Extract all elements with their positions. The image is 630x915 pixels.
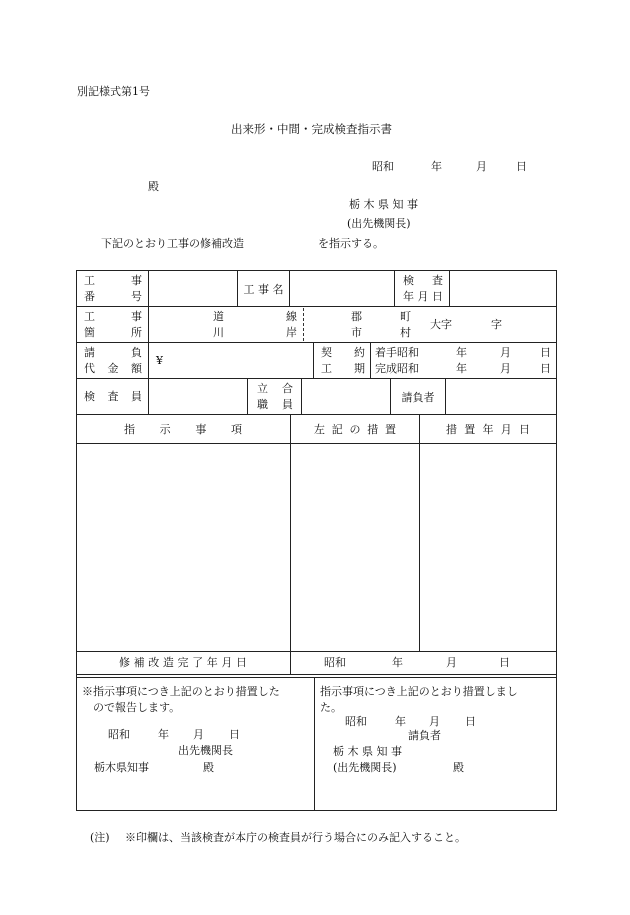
loc-village: 村 xyxy=(400,326,411,339)
ukeoi-daikin-label xyxy=(84,347,142,358)
document-title: 出来形・中間・完成検査指示書 xyxy=(231,122,392,136)
completion-year: 年 xyxy=(392,656,403,669)
col-rule xyxy=(314,677,315,810)
label-char: 額 xyxy=(131,362,142,375)
report-left-year: 年 xyxy=(158,728,169,741)
label-char: 改 xyxy=(148,656,160,669)
loc-aza: 字 xyxy=(491,318,502,331)
report-left-line1: ※指示事項につき上記のとおり措置した xyxy=(82,685,280,698)
koji-mei-label: 工 事 名 xyxy=(243,282,284,296)
intro-text: 下記のとおり工事の修補改造 xyxy=(101,237,244,250)
date-day: 日 xyxy=(516,160,527,173)
row-rule xyxy=(76,414,557,415)
label-char: 所 xyxy=(131,326,142,339)
label-char: 左 xyxy=(314,423,325,436)
form-number: 別記様式第1号 xyxy=(77,85,150,98)
report-right-day: 日 xyxy=(465,715,476,728)
tachiai-label xyxy=(257,383,293,394)
label-char: 月 xyxy=(221,656,233,669)
col-rule xyxy=(148,342,149,378)
label-char: 完 xyxy=(177,656,189,669)
label-char: 金 xyxy=(107,362,119,375)
note-text: ※印欄は、当該検査が本庁の検査員が行う場合にのみ記入すること。 xyxy=(125,831,466,844)
ukeoi-daikin-label xyxy=(84,363,142,374)
loc-town: 町 xyxy=(400,310,411,323)
label-char: 示 xyxy=(159,423,171,436)
col-header-shiji xyxy=(124,424,242,435)
start-day: 日 xyxy=(540,346,551,359)
row-rule xyxy=(76,677,557,678)
col-header-sochi-date xyxy=(446,424,530,435)
label-char: 指 xyxy=(124,423,135,436)
label-char: 負 xyxy=(131,346,142,359)
row-rule xyxy=(76,674,557,675)
label-char: 修 xyxy=(119,656,130,669)
label-char: 措 xyxy=(446,423,457,436)
sochi-entry-area[interactable] xyxy=(291,444,419,651)
report-left-line2: ので報告します。 xyxy=(93,701,181,714)
kensa-in-value[interactable] xyxy=(149,379,247,414)
report-right-month: 月 xyxy=(429,715,440,728)
issuer: 栃 木 県 知 事 xyxy=(349,198,418,211)
report-left-month: 月 xyxy=(193,728,204,741)
label-char: 号 xyxy=(131,290,142,303)
loc-road: 道 xyxy=(213,310,224,323)
note-label: (注) xyxy=(90,831,110,844)
label-char: 職 xyxy=(257,398,268,411)
date-year: 年 xyxy=(431,160,442,173)
finish-day: 日 xyxy=(540,362,551,375)
report-left-era: 昭和 xyxy=(108,728,130,741)
label-char: 員 xyxy=(131,390,142,403)
label-char: 年 xyxy=(482,423,494,436)
label-char: 事 xyxy=(195,423,207,436)
loc-line: 線 xyxy=(286,310,297,323)
label-char: の xyxy=(349,423,361,436)
loc-oaza: 大字 xyxy=(430,318,452,331)
label-char: 了 xyxy=(192,656,204,669)
label-char: 箇 xyxy=(84,326,95,339)
col-rule xyxy=(290,651,291,674)
label-char: 事 xyxy=(131,310,142,323)
label-char: 工 xyxy=(84,310,95,323)
report-left-governor: 栃木県知事 xyxy=(94,761,149,774)
report-right-line1: 指示事項につき上記のとおり措置しまし xyxy=(320,685,518,698)
koji-mei-value[interactable] xyxy=(290,271,394,306)
label-char: 期 xyxy=(354,362,365,375)
keiyaku-label xyxy=(321,347,365,358)
loc-bank: 岸 xyxy=(286,326,297,339)
addressee-honorific: 殿 xyxy=(148,180,159,193)
report-right-era: 昭和 xyxy=(345,715,367,728)
label-char: 合 xyxy=(282,382,293,395)
label-char: 日 xyxy=(519,423,530,436)
label-char: 記 xyxy=(331,423,343,436)
report-left-day: 日 xyxy=(229,728,240,741)
report-right-governor: 栃 木 県 知 事 xyxy=(333,745,402,758)
label-char: 工 xyxy=(321,362,332,375)
report-left-office: 出先機関長 xyxy=(178,744,233,757)
label-char: 月 xyxy=(417,290,429,303)
frame-bottom xyxy=(76,810,557,811)
label-char: 補 xyxy=(133,656,145,669)
sochi-date-entry-area[interactable] xyxy=(420,444,556,651)
loc-county: 郡 xyxy=(351,310,362,323)
tachiai-value[interactable] xyxy=(302,379,390,414)
report-right-contractor: 請負者 xyxy=(408,729,441,742)
ukeoisha-value[interactable] xyxy=(446,379,556,414)
label-char: 検 xyxy=(403,274,414,287)
kensa-date-label xyxy=(403,291,443,302)
issuer-sub: (出先機関長) xyxy=(347,217,411,230)
report-right-line2: た。 xyxy=(320,701,342,714)
completion-day: 日 xyxy=(499,656,510,669)
col-rule xyxy=(370,342,371,378)
row-rule xyxy=(76,651,557,652)
koji-kasho-label xyxy=(84,327,142,338)
label-char: 工 xyxy=(84,274,95,287)
label-char: 立 xyxy=(257,382,268,395)
yen-sign: ¥ xyxy=(156,354,163,367)
start-month: 月 xyxy=(500,346,511,359)
label-char: 置 xyxy=(464,423,476,436)
koji-kasho-label xyxy=(84,311,142,322)
report-right-office: (出先機関長) xyxy=(333,761,397,774)
label-char: 項 xyxy=(230,423,242,436)
loc-city: 市 xyxy=(351,326,362,339)
finish-label: 完成昭和 xyxy=(375,362,419,375)
label-char: 番 xyxy=(84,290,95,303)
label-char: 契 xyxy=(321,346,332,359)
label-char: 年 xyxy=(206,656,218,669)
label-char: 日 xyxy=(236,656,247,669)
ukeoisha-label: 請負者 xyxy=(401,390,435,404)
label-char: 措 xyxy=(367,423,379,436)
date-era: 昭和 xyxy=(372,160,394,173)
label-char: 代 xyxy=(84,362,95,375)
report-right-year: 年 xyxy=(395,715,406,728)
kensa-in-label xyxy=(84,391,142,402)
koji-bango-value[interactable] xyxy=(149,271,237,306)
frame-right xyxy=(556,270,557,811)
kensa-date-value[interactable] xyxy=(450,271,556,306)
keiyaku-label xyxy=(321,363,365,374)
completion-label xyxy=(119,657,247,668)
label-char: 日 xyxy=(432,290,443,303)
label-char: 約 xyxy=(354,346,365,359)
label-char: 置 xyxy=(385,423,396,436)
label-char: 事 xyxy=(131,274,142,287)
label-char: 年 xyxy=(403,290,414,303)
label-char: 検 xyxy=(84,390,95,403)
date-month: 月 xyxy=(476,160,487,173)
report-right-honorific: 殿 xyxy=(453,761,464,774)
label-char: 員 xyxy=(282,398,293,411)
col-header-sochi xyxy=(314,424,396,435)
report-left-honorific: 殿 xyxy=(203,761,214,774)
col-rule xyxy=(313,342,314,378)
intro-end-text: を指示する。 xyxy=(318,237,384,250)
kensa-date-label xyxy=(403,275,443,286)
label-char: 月 xyxy=(500,423,512,436)
col-rule xyxy=(247,378,248,414)
koji-bango-label xyxy=(84,275,142,286)
dashed-divider xyxy=(303,308,304,341)
label-char: 造 xyxy=(162,656,174,669)
shiji-entry-area[interactable] xyxy=(77,444,290,651)
loc-river: 川 xyxy=(213,326,224,339)
label-char: 査 xyxy=(432,274,443,287)
label-char: 査 xyxy=(107,390,119,403)
start-year: 年 xyxy=(456,346,467,359)
koji-bango-label xyxy=(84,291,142,302)
completion-era: 昭和 xyxy=(324,656,346,669)
tachiai-label xyxy=(257,399,293,410)
label-char: 請 xyxy=(84,346,95,359)
finish-year: 年 xyxy=(456,362,467,375)
col-rule xyxy=(394,270,395,306)
finish-month: 月 xyxy=(500,362,511,375)
completion-month: 月 xyxy=(446,656,457,669)
col-rule xyxy=(148,306,149,342)
start-label: 着手昭和 xyxy=(375,346,419,359)
